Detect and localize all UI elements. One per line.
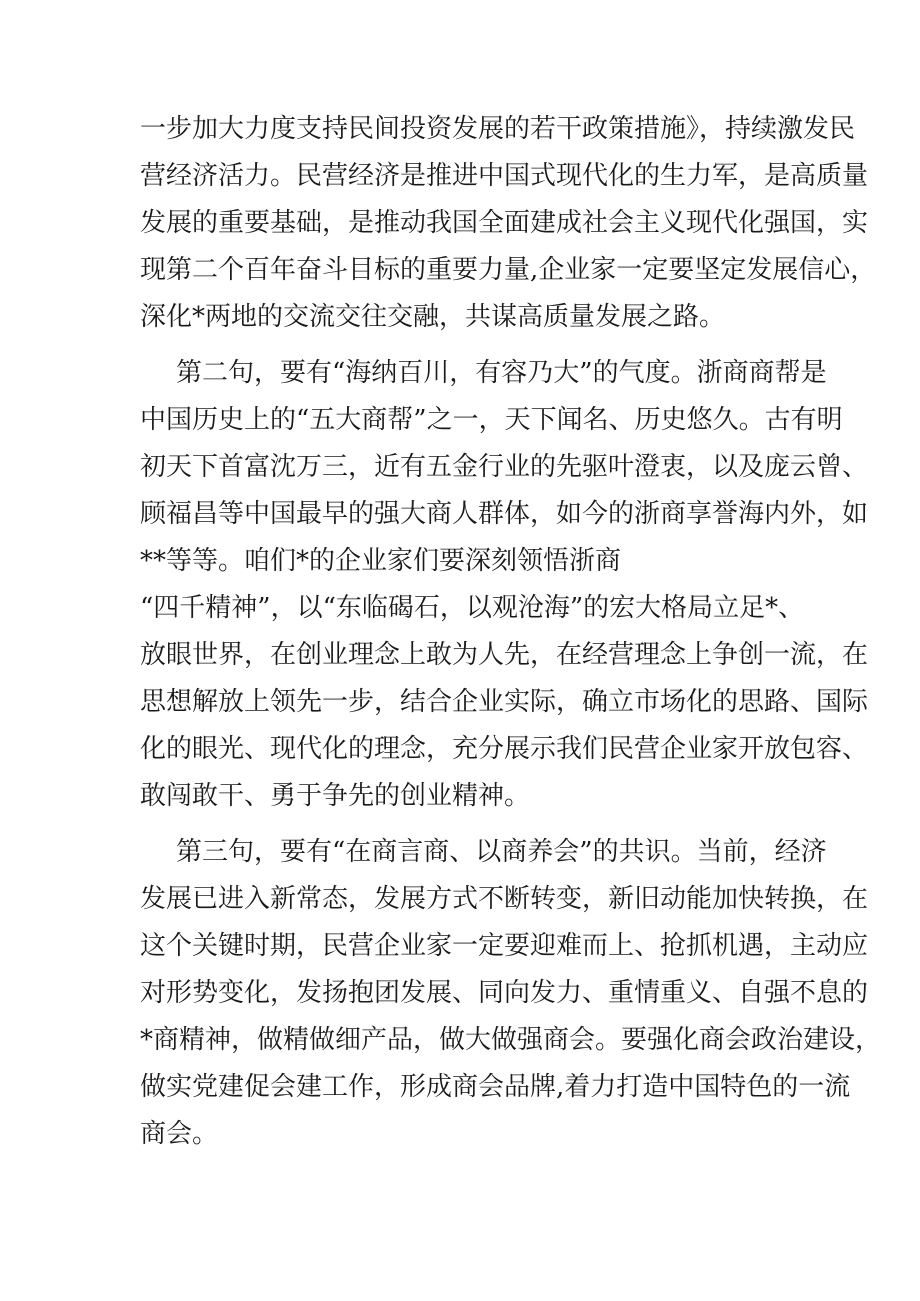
text-line: 思想解放上领先一步，结合企业实际，确立市场化的思路、国际 bbox=[140, 687, 869, 717]
text-line: 做实党建促会建工作，形成商会品牌,着力打造中国特色的一流 bbox=[140, 1072, 851, 1102]
text-line: **等等。咱们*的企业家们要深刻领悟浙商 bbox=[140, 546, 622, 576]
text-line: 第三句，要有“在商言商、以商养会”的共识。当前，经济 bbox=[176, 837, 827, 867]
text-line: *商精神，做精做细产品，做大做强商会。要强化商会政治建设， bbox=[140, 1025, 882, 1055]
text-line: 初天下首富沈万三，近有五金行业的先驱叶澄衷，以及庞云曾、 bbox=[140, 452, 869, 482]
text-line: 这个关键时期，民营企业家一定要迎难而上、抢抓机遇，主动应 bbox=[140, 931, 869, 961]
text-line: 顾福昌等中国最早的强大商人群体，如今的浙商享誉海内外，如 bbox=[140, 499, 869, 529]
text-line: 一步加大力度支持民间投资发展的若干政策措施》，持续激发民 bbox=[140, 114, 856, 144]
text-line: “四千精神”，以“东临碣石，以观沧海”的宏大格局立足*、 bbox=[140, 593, 805, 623]
text-line: 敢闯敢干、勇于争先的创业精神。 bbox=[140, 781, 531, 811]
text-line: 深化*两地的交流交往交融，共谋高质量发展之路。 bbox=[140, 302, 726, 332]
text-line: 商会。 bbox=[140, 1119, 219, 1149]
text-line: 营经济活力。民营经济是推进中国式现代化的生力军，是高质量 bbox=[140, 161, 869, 191]
text-line: 发展的重要基础，是推动我国全面建成社会主义现代化强国，实 bbox=[140, 208, 869, 238]
text-line: 放眼世界，在创业理念上敢为人先，在经营理念上争创一流，在 bbox=[140, 640, 869, 670]
text-line: 化的眼光、现代化的理念，充分展示我们民营企业家开放包容、 bbox=[140, 734, 869, 764]
text-line: 发展已进入新常态，发展方式不断转变，新旧动能加快转换，在 bbox=[140, 884, 869, 914]
text-line: 对形势变化，发扬抱团发展、同向发力、重情重义、自强不息的 bbox=[140, 978, 869, 1008]
text-line: 中国历史上的“五大商帮”之一，天下闻名、历史悠久。古有明 bbox=[140, 405, 843, 435]
text-line: 现第二个百年奋斗目标的重要力量,企业家一定要坚定发展信心， bbox=[140, 255, 877, 285]
text-line: 第二句，要有“海纳百川，有容乃大”的气度。浙商商帮是 bbox=[176, 358, 827, 388]
